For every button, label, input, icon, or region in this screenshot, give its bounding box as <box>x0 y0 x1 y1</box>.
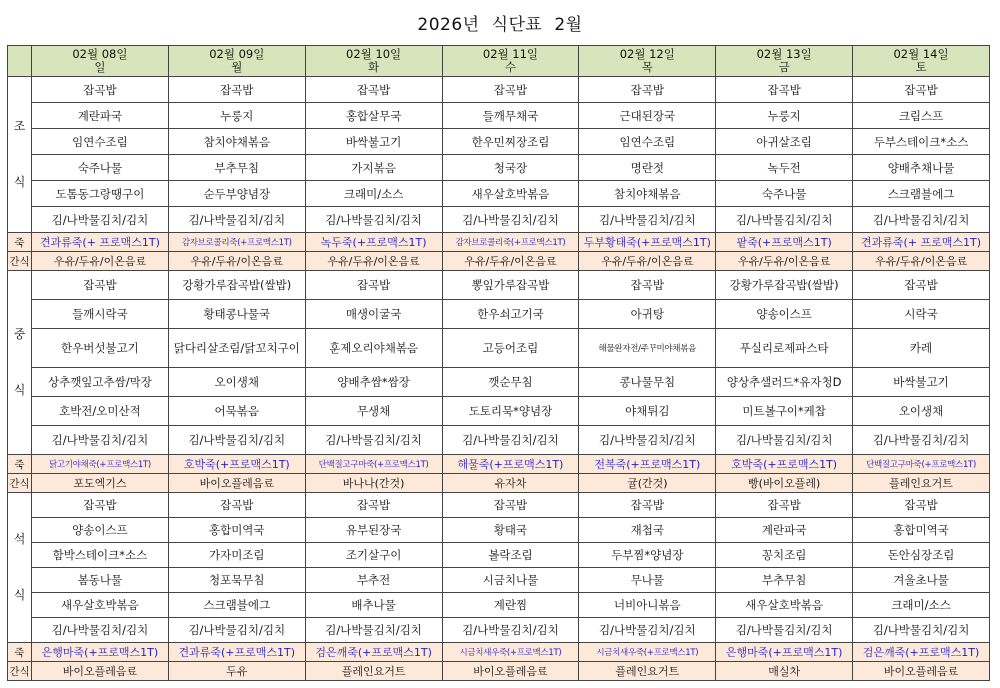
menu-item: 잡곡밥 <box>168 493 305 518</box>
menu-item: 잡곡밥 <box>32 493 169 518</box>
meal-label-char: 식 <box>13 587 26 602</box>
menu-item: 강황가루잡곡밥(쌀밥) <box>716 271 853 300</box>
label-spacer <box>8 550 31 586</box>
snack-item: 바나나(간것) <box>305 474 442 493</box>
juk-item: 호박죽(+프로맥스1T) <box>168 455 305 474</box>
menu-item: 너비아니볶음 <box>579 593 716 618</box>
menu-table <box>7 45 990 681</box>
menu-item: 김/나박물김치/김치 <box>442 618 579 643</box>
lunch-row <box>8 300 990 329</box>
menu-item: 잡곡밥 <box>853 493 990 518</box>
juk-item: 검은깨죽(+프로맥스1T) <box>853 643 990 662</box>
dinner-row <box>8 568 990 593</box>
menu-item: 김/나박물김치/김치 <box>716 207 853 233</box>
snack-label: 간식 <box>8 662 32 681</box>
juk-item: 시금치새우죽(+프로맥스1T) <box>579 643 716 662</box>
day-of-week: 수 <box>504 60 516 74</box>
menu-item: 야채튀김 <box>579 397 716 426</box>
menu-item: 미트볼구이*케찹 <box>716 397 853 426</box>
snack-item: 매실차 <box>716 662 853 681</box>
menu-item: 김/나박물김치/김치 <box>579 426 716 455</box>
menu-item: 강황가루잡곡밥(쌀밥) <box>168 271 305 300</box>
juk-item: 은행마죽(+프로맥스1T) <box>32 643 169 662</box>
juk-item: 닭고기야채죽(+프로맥스1T) <box>32 455 169 474</box>
day-of-week: 월 <box>231 60 243 74</box>
day-of-week: 토 <box>915 60 927 74</box>
menu-item: 돈안심장조림 <box>853 543 990 568</box>
menu-item: 시락국 <box>853 300 990 329</box>
menu-item: 잡곡밥 <box>442 77 579 103</box>
menu-item: 계란파국 <box>716 518 853 543</box>
menu-item: 시금치나물 <box>442 568 579 593</box>
menu-item: 김/나박물김치/김치 <box>853 618 990 643</box>
menu-item: 부추무침 <box>716 568 853 593</box>
menu-item: 김/나박물김치/김치 <box>305 426 442 455</box>
juk-item: 해물죽(+프로맥스1T) <box>442 455 579 474</box>
menu-item: 두부찜*양념장 <box>579 543 716 568</box>
menu-item: 깻순무침 <box>442 368 579 397</box>
menu-item: 조기살구이 <box>305 543 442 568</box>
menu-item: 가지볶음 <box>305 155 442 181</box>
menu-item: 잡곡밥 <box>305 77 442 103</box>
juk-label: 죽 <box>8 455 32 474</box>
menu-item: 홍합살무국 <box>305 103 442 129</box>
menu-item: 잡곡밥 <box>853 271 990 300</box>
menu-item: 김/나박물김치/김치 <box>716 426 853 455</box>
dinner-row <box>8 618 990 643</box>
menu-item: 어묵볶음 <box>168 397 305 426</box>
menu-item: 재첩국 <box>579 518 716 543</box>
menu-item: 김/나박물김치/김치 <box>579 207 716 233</box>
menu-item: 김/나박물김치/김치 <box>168 207 305 233</box>
juk-label: 죽 <box>8 233 32 252</box>
breakfast-row <box>8 155 990 181</box>
menu-item: 김/나박물김치/김치 <box>442 426 579 455</box>
menu-item: 크림스프 <box>853 103 990 129</box>
snack-item: 우유/두유/이온음료 <box>716 252 853 271</box>
breakfast-label <box>8 77 32 233</box>
title-year: 2026년 <box>417 15 480 35</box>
meal-label-char: 조 <box>13 119 26 134</box>
day-date: 02월 14일 <box>893 47 949 61</box>
snack-item: 두유 <box>168 662 305 681</box>
snack-item: 바이오플레음료 <box>853 662 990 681</box>
menu-item: 가자미조림 <box>168 543 305 568</box>
menu-item: 녹두전 <box>716 155 853 181</box>
menu-item: 콩나물무침 <box>579 368 716 397</box>
snack-item: 포도엑기스 <box>32 474 169 493</box>
menu-item: 근대된장국 <box>579 103 716 129</box>
menu-item: 무생채 <box>305 397 442 426</box>
juk-item: 녹두죽(+프로맥스1T) <box>305 233 442 252</box>
label-spacer <box>8 345 31 381</box>
snack-row-2 <box>8 474 990 493</box>
menu-item: 매생이굴국 <box>305 300 442 329</box>
menu-item: 새우살호박볶음 <box>716 593 853 618</box>
menu-item: 김/나박물김치/김치 <box>32 426 169 455</box>
menu-item: 한우버섯불고기 <box>32 329 169 368</box>
breakfast-row <box>8 207 990 233</box>
menu-item: 누룽지 <box>168 103 305 129</box>
menu-item: 김/나박물김치/김치 <box>716 618 853 643</box>
menu-item: 고등어조림 <box>442 329 579 368</box>
breakfast-row <box>8 103 990 129</box>
menu-item: 잡곡밥 <box>853 77 990 103</box>
title-name: 식단표 <box>491 15 543 35</box>
menu-item: 김/나박물김치/김치 <box>32 207 169 233</box>
breakfast-row <box>8 129 990 155</box>
menu-item: 들깨시락국 <box>32 300 169 329</box>
menu-item: 잡곡밥 <box>32 77 169 103</box>
menu-item: 청국장 <box>442 155 579 181</box>
menu-item: 크래미/소스 <box>305 181 442 207</box>
menu-item: 임연수조림 <box>579 129 716 155</box>
menu-item: 계란찜 <box>442 593 579 618</box>
menu-item: 양송이스프 <box>32 518 169 543</box>
menu-item: 함박스테이크*소스 <box>32 543 169 568</box>
menu-item: 한우쇠고기국 <box>442 300 579 329</box>
menu-item: 새우살호박볶음 <box>32 593 169 618</box>
menu-item: 김/나박물김치/김치 <box>305 618 442 643</box>
juk-item: 시금치새우죽(+프로맥스1T) <box>442 643 579 662</box>
snack-item: 바이오플레음료 <box>168 474 305 493</box>
menu-item: 김/나박물김치/김치 <box>442 207 579 233</box>
menu-item: 잡곡밥 <box>442 493 579 518</box>
menu-item: 유부된장국 <box>305 518 442 543</box>
juk-item: 검은깨죽(+프로맥스1T) <box>305 643 442 662</box>
menu-item: 아귀탕 <box>579 300 716 329</box>
menu-item: 숙주나물 <box>716 181 853 207</box>
lunch-juk-row <box>8 455 990 474</box>
juk-label: 죽 <box>8 643 32 662</box>
lunch-label <box>8 271 32 455</box>
day-header <box>716 46 853 77</box>
menu-item: 김/나박물김치/김치 <box>305 207 442 233</box>
menu-item: 청포묵무침 <box>168 568 305 593</box>
snack-item: 우유/두유/이온음료 <box>442 252 579 271</box>
menu-item: 해물완자전/주꾸미야채볶음 <box>579 329 716 368</box>
dinner-row <box>8 543 990 568</box>
day-of-week: 화 <box>368 60 380 74</box>
menu-item: 크래미/소스 <box>853 593 990 618</box>
dinner-row <box>8 518 990 543</box>
menu-item: 꽁치조림 <box>716 543 853 568</box>
day-header <box>32 46 169 77</box>
lunch-row <box>8 426 990 455</box>
menu-item: 도톰동그랑땡구이 <box>32 181 169 207</box>
menu-item: 양배추쌈*쌈장 <box>305 368 442 397</box>
lunch-row <box>8 271 990 300</box>
meal-label-char: 식 <box>13 382 26 397</box>
lunch-row <box>8 397 990 426</box>
header-row <box>8 46 990 77</box>
day-date: 02월 12일 <box>619 47 675 61</box>
snack-item: 우유/두유/이온음료 <box>579 252 716 271</box>
menu-item: 한우민찌장조림 <box>442 129 579 155</box>
juk-item: 감자브로콜리죽(+프로맥스1T) <box>168 233 305 252</box>
day-of-week: 일 <box>94 60 106 74</box>
menu-item: 홍합미역국 <box>853 518 990 543</box>
juk-item: 단백질고구마죽(+프로맥스1T) <box>305 455 442 474</box>
dinner-juk-row <box>8 643 990 662</box>
menu-item: 호박전/오미산적 <box>32 397 169 426</box>
lunch-row <box>8 329 990 368</box>
menu-item: 김/나박물김치/김치 <box>853 426 990 455</box>
snack-item: 바이오플레음료 <box>442 662 579 681</box>
menu-item: 임연수조림 <box>32 129 169 155</box>
juk-item: 팥죽(+프로맥스1T) <box>716 233 853 252</box>
dinner-label <box>8 493 32 643</box>
menu-item: 도토리묵*양념장 <box>442 397 579 426</box>
menu-item: 양상추샐러드*유자청D <box>716 368 853 397</box>
page-title <box>0 10 1000 35</box>
menu-item: 김/나박물김치/김치 <box>168 618 305 643</box>
snack-item: 바이오플레음료 <box>32 662 169 681</box>
menu-item: 두부스테이크*소스 <box>853 129 990 155</box>
menu-item: 훈제오리야채볶음 <box>305 329 442 368</box>
day-date: 02월 10일 <box>346 47 402 61</box>
menu-item: 잡곡밥 <box>305 493 442 518</box>
snack-item: 빵(바이오플레) <box>716 474 853 493</box>
menu-item: 명란젓 <box>579 155 716 181</box>
snack-item: 우유/두유/이온음료 <box>168 252 305 271</box>
juk-item: 은행마죽(+프로맥스1T) <box>716 643 853 662</box>
menu-item: 닭다리살조림/닭꼬치구이 <box>168 329 305 368</box>
menu-item: 부추전 <box>305 568 442 593</box>
menu-item: 잡곡밥 <box>716 77 853 103</box>
day-date: 02월 08일 <box>72 47 128 61</box>
menu-item: 양송이스프 <box>716 300 853 329</box>
day-header <box>442 46 579 77</box>
menu-item: 참치야채볶음 <box>168 129 305 155</box>
menu-item: 잡곡밥 <box>716 493 853 518</box>
menu-item: 배추나물 <box>305 593 442 618</box>
menu-item: 잡곡밥 <box>579 493 716 518</box>
snack-item: 귤(간것) <box>579 474 716 493</box>
menu-item: 부추무침 <box>168 155 305 181</box>
menu-item: 황태국 <box>442 518 579 543</box>
menu-item: 누룽지 <box>716 103 853 129</box>
menu-item: 계란파국 <box>32 103 169 129</box>
menu-item: 겨울초나물 <box>853 568 990 593</box>
menu-item: 오이생채 <box>853 397 990 426</box>
juk-item: 감자브로콜리죽(+프로맥스1T) <box>442 233 579 252</box>
dinner-row <box>8 493 990 518</box>
menu-item: 새우살호박볶음 <box>442 181 579 207</box>
menu-item: 뽕잎가루잡곡밥 <box>442 271 579 300</box>
day-header <box>168 46 305 77</box>
snack-item: 플레인요거트 <box>305 662 442 681</box>
menu-item: 봄동나물 <box>32 568 169 593</box>
meal-label-char: 석 <box>13 532 26 547</box>
juk-item: 전복죽(+프로맥스1T) <box>579 455 716 474</box>
title-month: 2월 <box>554 15 583 35</box>
menu-item: 아귀살조림 <box>716 129 853 155</box>
menu-item: 바싹불고기 <box>305 129 442 155</box>
corner-cell <box>8 46 32 77</box>
menu-item: 홍합미역국 <box>168 518 305 543</box>
breakfast-row <box>8 77 990 103</box>
snack-label: 간식 <box>8 252 32 271</box>
breakfast-row <box>8 181 990 207</box>
day-header <box>853 46 990 77</box>
snack-item: 플레인요거트 <box>853 474 990 493</box>
menu-item: 잡곡밥 <box>579 271 716 300</box>
snack-item: 유자차 <box>442 474 579 493</box>
menu-item: 김/나박물김치/김치 <box>168 426 305 455</box>
day-of-week: 금 <box>778 60 790 74</box>
menu-item: 들깨무채국 <box>442 103 579 129</box>
menu-item: 잡곡밥 <box>32 271 169 300</box>
day-date: 02월 09일 <box>209 47 265 61</box>
menu-item: 김/나박물김치/김치 <box>32 618 169 643</box>
menu-item: 순두부양념장 <box>168 181 305 207</box>
menu-item: 잡곡밥 <box>168 77 305 103</box>
menu-item: 잡곡밥 <box>579 77 716 103</box>
snack-item: 우유/두유/이온음료 <box>853 252 990 271</box>
day-of-week: 목 <box>641 60 653 74</box>
day-date: 02월 11일 <box>482 47 539 61</box>
day-header <box>305 46 442 77</box>
juk-item: 호박죽(+프로맥스1T) <box>716 455 853 474</box>
menu-item: 참치야채볶음 <box>579 181 716 207</box>
meal-label-char: 식 <box>13 174 26 189</box>
juk-item: 견과류죽(+ 프로맥스1T) <box>32 233 169 252</box>
snack-item: 우유/두유/이온음료 <box>305 252 442 271</box>
menu-item: 양배추채나물 <box>853 155 990 181</box>
menu-item: 김/나박물김치/김치 <box>853 207 990 233</box>
menu-item: 상추깻잎고추쌈/막장 <box>32 368 169 397</box>
dinner-row <box>8 593 990 618</box>
lunch-row <box>8 368 990 397</box>
menu-item: 카레 <box>853 329 990 368</box>
juk-item: 두부황태죽(+프로맥스1T) <box>579 233 716 252</box>
menu-item: 잡곡밥 <box>305 271 442 300</box>
day-date: 02월 13일 <box>756 47 812 61</box>
meal-label-char: 중 <box>13 327 26 342</box>
day-header <box>579 46 716 77</box>
menu-item: 숙주나물 <box>32 155 169 181</box>
menu-item: 스크램블에그 <box>168 593 305 618</box>
juk-item: 견과류죽(+ 프로맥스1T) <box>853 233 990 252</box>
menu-item: 볼락조림 <box>442 543 579 568</box>
snack-row-1 <box>8 252 990 271</box>
snack-label: 간식 <box>8 474 32 493</box>
juk-item: 단백질고구마죽(+프로맥스1T) <box>853 455 990 474</box>
snack-item: 플레인요거트 <box>579 662 716 681</box>
menu-item: 오이생채 <box>168 368 305 397</box>
juk-item: 견과류죽(+프로맥스1T) <box>168 643 305 662</box>
snack-row-3 <box>8 662 990 681</box>
snack-item: 우유/두유/이온음료 <box>32 252 169 271</box>
label-spacer <box>8 137 31 173</box>
menu-item: 김/나박물김치/김치 <box>579 618 716 643</box>
menu-item: 무나물 <box>579 568 716 593</box>
menu-item: 황태콩나물국 <box>168 300 305 329</box>
menu-item: 스크램블에그 <box>853 181 990 207</box>
breakfast-juk-row <box>8 233 990 252</box>
menu-item: 바싹불고기 <box>853 368 990 397</box>
menu-item: 푸실리로제파스타 <box>716 329 853 368</box>
